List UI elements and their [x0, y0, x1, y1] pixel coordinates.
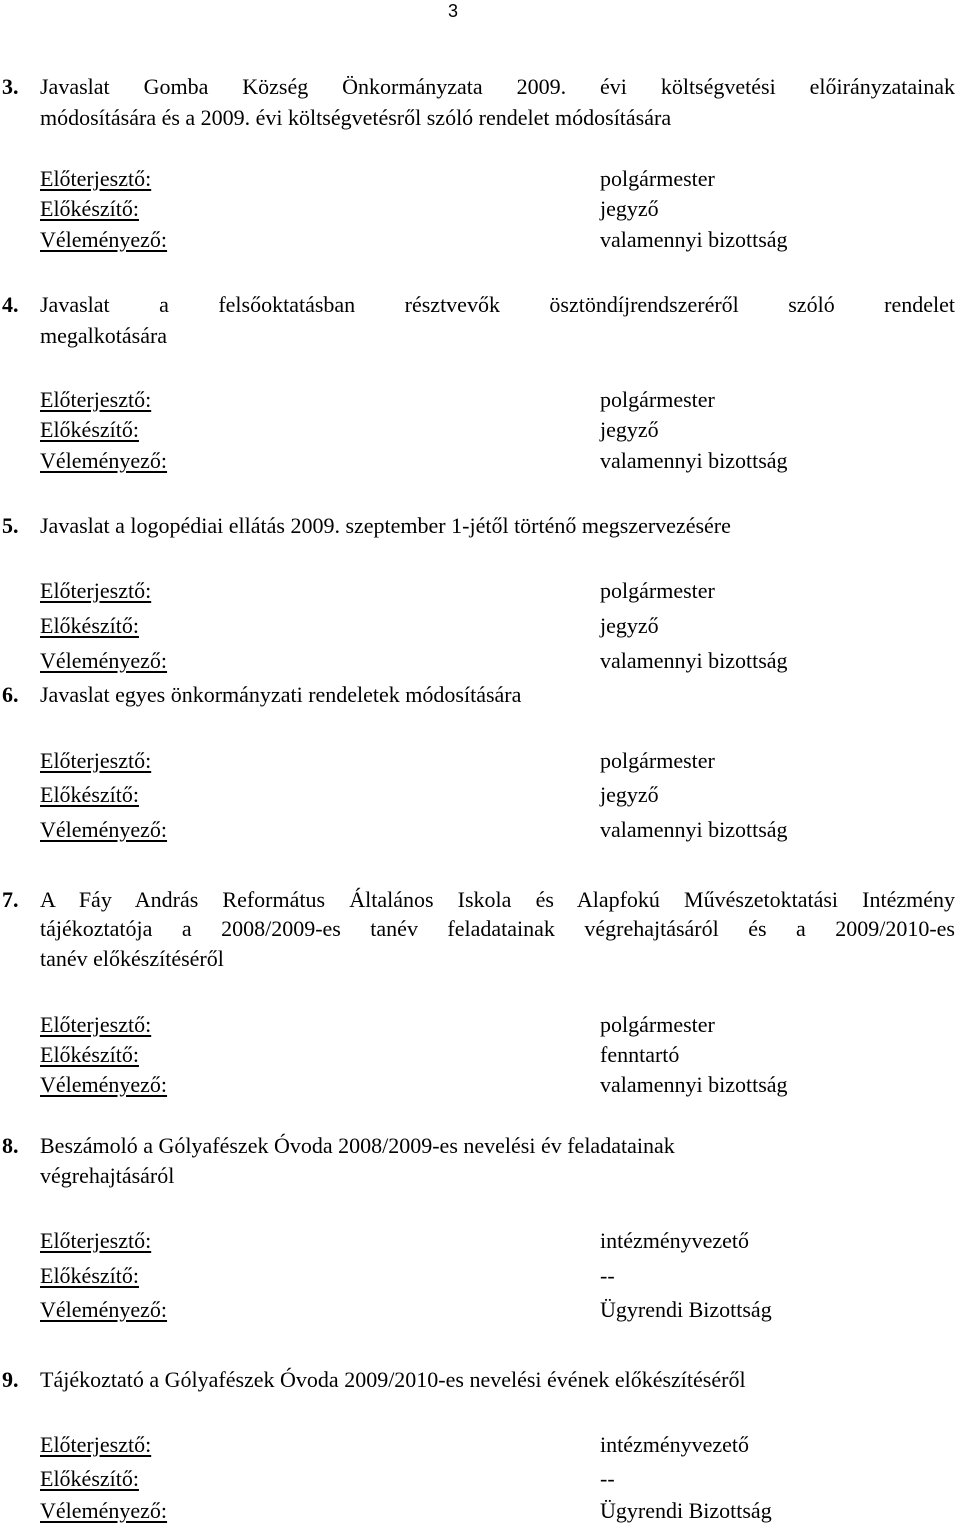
item-title-line: tanév előkészítéséről: [40, 946, 224, 971]
role-label: Előkészítő:: [40, 196, 139, 221]
item-title-line: módosítására és a 2009. évi költségvetésről szóló rendelet módosítására: [40, 105, 672, 130]
role-value: jegyző: [600, 613, 659, 638]
item-title-line: Javaslat egyes önkormányzati rendeletek módosítására: [40, 682, 522, 707]
role-value: polgármester: [600, 387, 715, 412]
role-value: jegyző: [600, 196, 659, 221]
role-value: valamennyi bizottság: [600, 448, 788, 473]
role-label: Előkészítő:: [40, 613, 139, 638]
role-value: Ügyrendi Bizottság: [600, 1498, 772, 1523]
role-value: polgármester: [600, 748, 715, 773]
role-value: Ügyrendi Bizottság: [600, 1297, 772, 1322]
role-value: --: [600, 1263, 615, 1288]
role-label: Véleményező:: [40, 1498, 168, 1523]
role-value: jegyző: [600, 417, 659, 442]
role-label: Előkészítő:: [40, 1263, 139, 1288]
role-label: Előkészítő:: [40, 1042, 139, 1067]
role-label: Véleményező:: [40, 227, 168, 252]
item-number: 6.: [2, 682, 19, 707]
role-label: Véleményező:: [40, 648, 168, 673]
role-label: Véleményező:: [40, 448, 168, 473]
role-value: intézményvezető: [600, 1228, 750, 1253]
role-label: Előterjesztő:: [40, 1432, 152, 1457]
item-title-line: tájékoztatója a 2008/2009-es tanév feladatainak végrehajtásáról és a 2009/2010-es: [40, 916, 955, 941]
item-number: 4.: [2, 292, 19, 317]
role-value: polgármester: [600, 1012, 715, 1037]
role-value: jegyző: [600, 782, 659, 807]
role-value: polgármester: [600, 578, 715, 603]
item-number: 8.: [2, 1133, 19, 1158]
role-label: Véleményező:: [40, 817, 168, 842]
role-label: Előterjesztő:: [40, 387, 152, 412]
item-number: 3.: [2, 74, 19, 99]
role-label: Előkészítő:: [40, 1466, 139, 1491]
role-value: intézményvezető: [600, 1432, 750, 1457]
role-value: valamennyi bizottság: [600, 817, 788, 842]
role-label: Véleményező:: [40, 1072, 168, 1097]
item-title-line: végrehajtásáról: [40, 1163, 175, 1188]
page-number: 3: [448, 1, 459, 21]
role-value: polgármester: [600, 166, 715, 191]
item-number: 9.: [2, 1367, 19, 1392]
role-label: Előterjesztő:: [40, 578, 152, 603]
role-label: Véleményező:: [40, 1297, 168, 1322]
item-number: 5.: [2, 513, 19, 538]
role-value: valamennyi bizottság: [600, 648, 788, 673]
role-label: Előkészítő:: [40, 417, 139, 442]
item-number: 7.: [2, 887, 19, 912]
item-title-line: megalkotására: [40, 323, 168, 348]
item-title-line: Javaslat Gomba Község Önkormányzata 2009. évi költségvetési előirányzatainak: [40, 74, 955, 99]
item-title-line: Javaslat a logopédiai ellátás 2009. szeptember 1-jétől történő megszervezésére: [40, 513, 731, 538]
role-label: Előterjesztő:: [40, 1228, 152, 1253]
role-value: valamennyi bizottság: [600, 1072, 788, 1097]
role-value: valamennyi bizottság: [600, 227, 788, 252]
item-title-line: A Fáy András Református Általános Iskola és Alapfokú Művészetoktatási Intézmény: [40, 887, 955, 912]
role-value: --: [600, 1466, 615, 1491]
role-label: Előkészítő:: [40, 782, 139, 807]
role-label: Előterjesztő:: [40, 166, 152, 191]
item-title-line: Beszámoló a Gólyafészek Óvoda 2008/2009-es nevelési év feladatainak: [40, 1133, 675, 1158]
role-label: Előterjesztő:: [40, 748, 152, 773]
item-title-line: Tájékoztató a Gólyafészek Óvoda 2009/2010-es nevelési évének előkészítéséről: [40, 1367, 746, 1392]
item-title-line: Javaslat a felsőoktatásban résztvevők ösztöndíjrendszeréről szóló rendelet: [40, 292, 955, 317]
role-label: Előterjesztő:: [40, 1012, 152, 1037]
role-value: fenntartó: [600, 1042, 680, 1067]
